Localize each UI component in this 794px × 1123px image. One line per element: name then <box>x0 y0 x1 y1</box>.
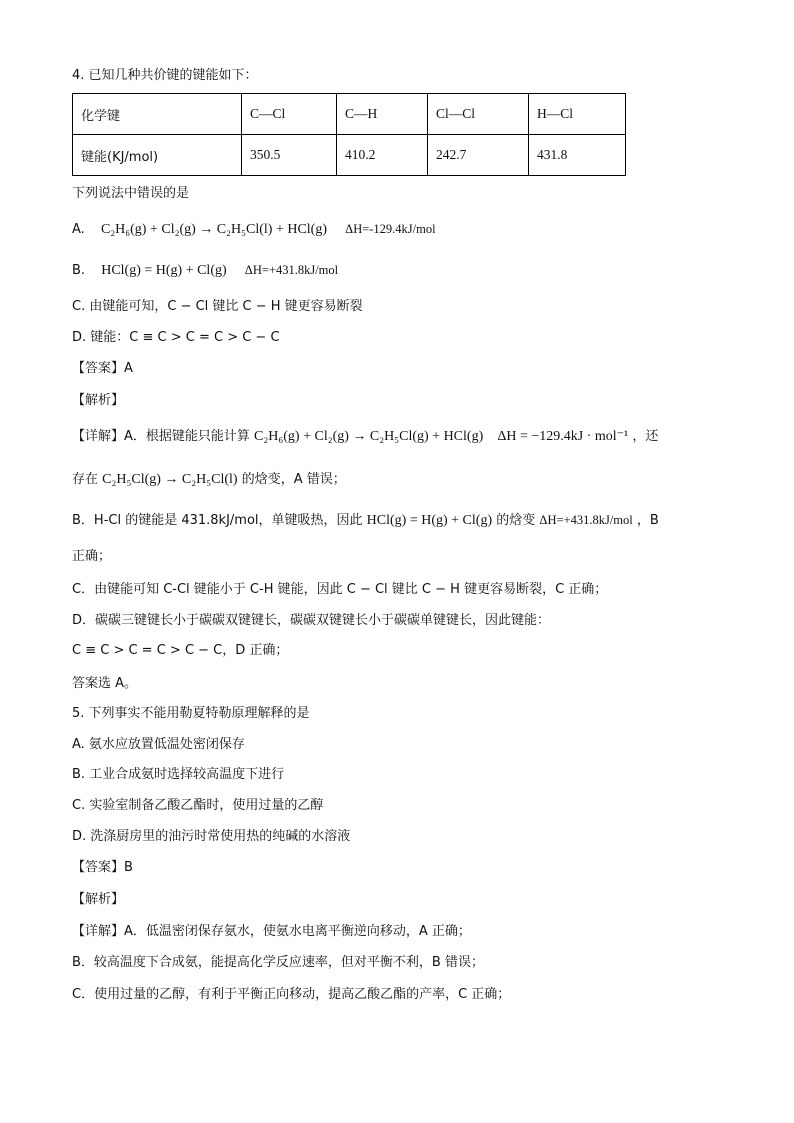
q4-question: 下列说法中错误的是 <box>72 186 190 201</box>
q4-detail-c: C．由键能可知 C-Cl 键能小于 C-H 键能，因此 C − Cl 键比 C − H 键更容易断裂，C 正确； <box>72 582 608 597</box>
q4-option-a <box>72 219 436 240</box>
text: 的焓变，A 错误； <box>241 472 346 487</box>
table-cell: C—Cl <box>242 94 337 135</box>
option-label: A. <box>72 222 85 237</box>
text: 的焓变 <box>496 513 536 528</box>
text: 存在 <box>72 472 99 487</box>
enthalpy-value: ΔH=+431.8kJ/mol <box>539 513 633 527</box>
text: B．H-Cl 的键能是 431.8kJ/mol，单键吸热，因此 <box>72 513 363 528</box>
q4-answer: 【答案】A <box>72 361 133 376</box>
enthalpy-value: ΔH = −129.4kJ · mol⁻¹ <box>497 429 629 444</box>
q5-stem: 5. 下列事实不能用勒夏特勒原理解释的是 <box>72 706 310 721</box>
q5-detail-a: 【详解】A．低温密闭保存氨水，使氨水电离平衡逆向移动，A 正确； <box>72 924 471 939</box>
table-cell: 350.5 <box>242 135 337 176</box>
equation: HCl(g) = H(g) + Cl(g) <box>101 263 227 278</box>
q4-option-c: C. 由键能可知，C − Cl 键比 C − H 键更容易断裂 <box>72 299 363 314</box>
q5-option-c: C. 实验室制备乙酸乙酯时，使用过量的乙醇 <box>72 798 324 813</box>
q4-detail-b-line2: 正确； <box>72 549 112 564</box>
table-cell: Cl—Cl <box>428 94 529 135</box>
q5-option-a: A. 氨水应放置低温处密闭保存 <box>72 737 245 752</box>
bond-energy-table <box>72 93 626 176</box>
table-cell: H—Cl <box>529 94 626 135</box>
q5-detail-c: C．使用过量的乙醇，有利于平衡正向移动，提高乙酸乙酯的产率，C 正确； <box>72 987 511 1002</box>
table-cell: 410.2 <box>337 135 428 176</box>
equation: HCl(g) = H(g) + Cl(g) <box>366 513 493 528</box>
q5-analysis-heading: 【解析】 <box>72 892 125 907</box>
option-label: B. <box>72 263 86 278</box>
q5-answer: 【答案】B <box>72 860 133 875</box>
enthalpy-value: ΔH=+431.8kJ/mol <box>244 263 339 277</box>
table-row <box>73 94 626 135</box>
q4-detail-d-line2: C ≡ C > C = C > C − C，D 正确； <box>72 643 289 658</box>
q4-detail-b-line1 <box>72 510 659 531</box>
text: 【详解】A．根据键能只能计算 <box>72 429 250 444</box>
table-cell: 化学键 <box>73 94 242 135</box>
equation: C₂H₆(g) + Cl₂(g) → C₂H₅Cl(l) + HCl(g) <box>100 222 328 237</box>
equation: C₂H₆(g) + Cl₂(g) → C₂H₅Cl(g) + HCl(g) <box>254 429 484 444</box>
q4-detail-a-line2 <box>72 470 346 490</box>
equation: C₂H₅Cl(g) → C₂H₅Cl(l) <box>102 472 238 487</box>
q4-analysis-heading: 【解析】 <box>72 393 125 408</box>
table-row <box>73 135 626 176</box>
text: ，B <box>636 513 659 528</box>
q4-option-b <box>72 260 338 281</box>
q4-stem: 4. 已知几种共价键的键能如下： <box>72 68 258 83</box>
q5-detail-b: B．较高温度下合成氨，能提高化学反应速率，但对平衡不利，B 错误； <box>72 955 484 970</box>
q4-option-d: D. 键能：C ≡ C > C = C > C − C <box>72 330 280 345</box>
q4-detail-d-line1: D．碳碳三键键长小于碳碳双键键长，碳碳双键键长小于碳碳单键键长，因此键能： <box>72 613 551 628</box>
table-cell: 242.7 <box>428 135 529 176</box>
table-cell: 键能(KJ/mol) <box>73 135 242 176</box>
table-cell: C—H <box>337 94 428 135</box>
q5-option-b: B. 工业合成氨时选择较高温度下进行 <box>72 767 285 782</box>
q4-conclusion: 答案选 A。 <box>72 676 138 691</box>
table-cell: 431.8 <box>529 135 626 176</box>
text: ，还 <box>632 429 659 444</box>
enthalpy-value: ΔH=-129.4kJ/mol <box>345 222 436 236</box>
q5-option-d: D. 洗涤厨房里的油污时常使用热的纯碱的水溶液 <box>72 829 351 844</box>
q4-detail-a-line1 <box>72 427 658 447</box>
